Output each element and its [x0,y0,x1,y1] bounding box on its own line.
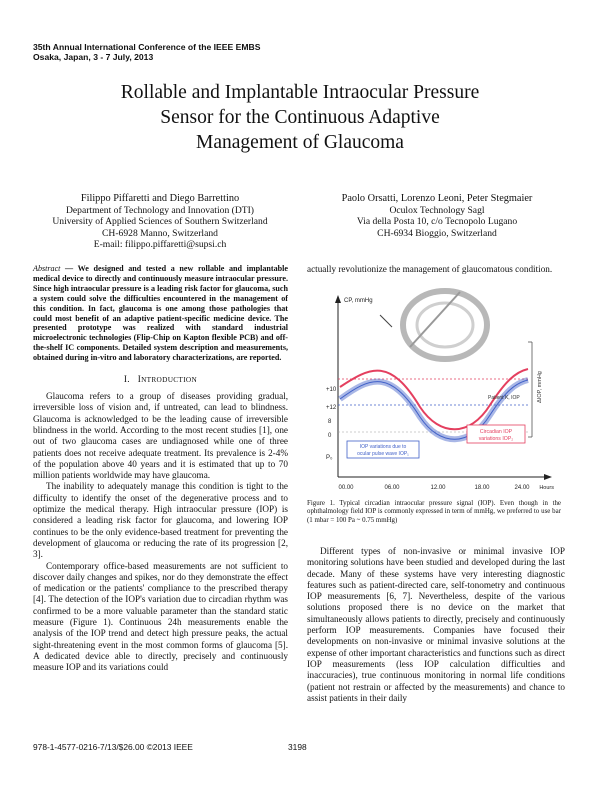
y-tick-5: P₀ [326,455,333,461]
conference-line-1: 35th Annual International Conference of the IEEE EMBS [33,42,261,52]
ocular-label-line1: IOP variations due to [359,444,407,450]
x-tick-2: 12.00 [430,485,446,491]
abstract-text: We designed and tested a new rollable and implantable medical device to directly and continuously measure intraocular pressure. Since high intraocular pressure is a leading risk factor for glaucoma, such a system could solve the difficulties encountered in the management of this condition. In fact, glaucoma is one among those pathologies that could most benefit of an adaptive patient-specific medicine device. The presented prototype was realized with standard industrial microelectronic technologies (Flip-Chip on Kapton flexible PCB) and off-the-shelf IC components. Detailed system description and measurements, obtained during in-vitro and laboratory characterizations, are reported. [33,264,288,363]
x-tick-1: 06.00 [384,485,400,491]
section-number: I. [123,374,130,385]
affiliation-left-3: CH-6928 Manno, Switzerland [102,227,218,239]
author-names-right: Paolo Orsatti, Lorenzo Leoni, Peter Stegmaier [341,193,533,204]
y-axis-label: CP, mmHg [344,298,373,304]
section-heading-introduction [33,374,288,384]
abstract [33,264,288,363]
figure-1-chart [310,287,560,497]
intro-paragraph-2: The inability to adequately manage this condition is tight to the difficulty to identify the onset of the degenerative process and to optimize the medical therapy. High intraocular pressure (IOP) is considered a leading risk factor for glaucoma, and lowering IOP continues to be the only evidence-based treatment for preventing the development of glaucoma or reducing the rate of its progression [2, 3]. [33,481,288,560]
y-tick-3: 8 [328,419,332,425]
right-axis-label: ΔIOP, mmHg [537,371,543,403]
ocular-label-line2: ocular pulse wave IOP₁ [357,451,409,457]
author-names-left: Filippo Piffaretti and Diego Barrettino [80,193,240,204]
x-tick-0: 00.00 [338,485,354,491]
section-title-rest: NTRODUCTION [141,375,198,385]
right-column-text [307,546,565,704]
y-tick-1: +10 [326,387,337,393]
x-axis-arrow-icon [544,474,552,480]
circadian-label-line1: Circadian IOP [479,429,513,435]
authors-right [312,193,562,239]
y-tick-4: 0 [328,433,332,439]
title-line-2: Sensor for the Continuous Adaptive [160,107,440,128]
intro-paragraph-3: Contemporary office-based measurements are not sufficient to discover daily changes and spikes, nor do they demonstrate the effect of medication or the patients' compliance to the prescribed therapy [4]. The detection of the IOP's variation due to circadian rhythm was confirmed to be a more valuable parameter than the standard static measure (Figure 1). Continuous 24h measurements enable the analysis of the IOP trend and detect high pressure peaks, the actual sight-threatening event in the most common forms of glaucoma [5]. A dedicated device able to directly, precisely and continuously measure IOP and its variations could [33,560,288,673]
affiliation-right-3: CH-6934 Bioggio, Switzerland [377,227,497,239]
y-axis-arrow-icon [335,295,341,303]
conference-line-2: Osaka, Japan, 3 - 7 July, 2013 [33,52,154,62]
footer-page-number: 3198 [288,742,307,752]
affiliation-left-2: University of Applied Sciences of Southern Switzerland [52,216,268,228]
right-column-top [307,264,565,275]
x-tick-3: 18.00 [474,485,490,491]
conference-header [33,42,260,62]
authors-left [40,193,280,251]
pointer-line [380,315,392,327]
y-tick-2: +12 [326,405,337,411]
left-column [33,264,288,673]
figure-1-caption [307,500,561,525]
footer-isbn: 978-1-4577-0216-7/13/$26.00 ©2013 IEEE [33,742,193,752]
author-email[interactable]: E-mail: filippo.piffaretti@supsi.ch [93,239,227,251]
circadian-label-line2: variations IOP₂ [478,436,514,442]
paper-title [40,80,560,155]
title-line-3: Management of Glaucoma [196,132,404,153]
section-initial: I [137,374,142,385]
title-line-1: Rollable and Implantable Intraocular Pressure [120,82,480,103]
affiliation-right-2: Via della Posta 10, c/o Tecnopolo Lugano [356,216,518,228]
continued-text: actually revolutionize the management of glaucomatous condition. [307,264,553,274]
affiliation-right-1: Oculox Technology Sagl [389,204,485,216]
right-paragraph: Different types of non-invasive or minimal invasive IOP monitoring solutions have been studied and developed during the last decade. Many of these systems have very interesting diagnostic features such as patient-directed care, self-tonometry and continuous IOP measurements [6, 7]. Nevertheless, despite of the various solutions proposed there is no device on the market that simultaneously allows patients to directly, precisely and continuously perform IOP measurements. Companies have focused their developments on non-invasive or minimal invasive solutions at the expense of other important characteristics and functions such as direct IOP measurements (less IOP calculation difficulties and inaccuracies), true continuous monitoring in normal life conditions (patient not restrain or affected by the measurements) and chance to assist patients in their daily [307,546,565,703]
x-tick-4: 24.00 [514,485,530,491]
caption-text: Typical circadian intraocular pressure signal (IOP). Even though in the ophthalmology field IOP is commonly expressed in term of mmHg, we preferred to use bar (1 mbar = 100 Pa ~ 0.75 mmHg) [307,500,561,524]
abstract-label: Abstract [33,264,61,273]
intro-paragraph-1: Glaucoma refers to a group of diseases providing gradual, irreversible loss of vision and, if untreated, can lead to blindness. Glaucoma is acknowledged to be the leading cause of irreversible blindness in the world. According to the most recent studies [1], one out of two glaucoma cases are undiagnosed while one of three patients does not receive adequate treatment. Its prevalence is 2-4% of the population above 40 years and it is estimated that up to 70 million patients worldwide may have glaucoma. [33,391,288,481]
introduction-text [33,391,288,673]
x-axis-label: Hours [539,485,554,491]
patient-label: Patient K, IOP [488,395,520,401]
eye-illustration [380,291,487,359]
abstract-dash: — [60,264,78,273]
affiliation-left-1: Department of Technology and Innovation (DTI) [65,204,255,216]
caption-lead: Figure 1. [307,500,335,507]
